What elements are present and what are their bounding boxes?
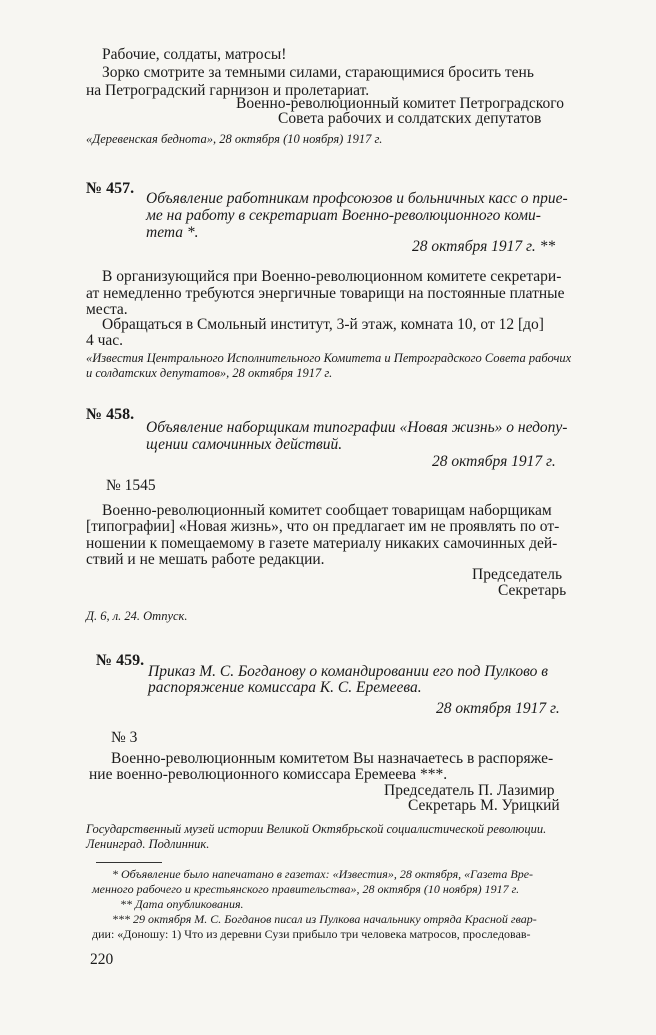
footnote-divider (96, 862, 162, 863)
document-title-line: Объявление работникам профсоюзов и больничных касс о прие- (146, 190, 568, 207)
paragraph-line: ношении к помещаемому в газете материалу никаких самочинных дей- (86, 535, 558, 552)
source-citation: Ленинград. Подлинник. (86, 837, 210, 851)
document-title-line: тета *. (146, 224, 199, 241)
signature-secretary: Секретарь М. Урицкий (408, 797, 560, 814)
document-number: № 458. (86, 406, 135, 423)
footnote-line: * Объявление было напечатано в газетах: «Известия», 28 октября, «Газета Вре- (112, 867, 534, 881)
paragraph-line: ствий и не мешать работе редакции. (86, 551, 325, 568)
paragraph-line: ние военно-революционного комиссара Еремеева ***. (89, 766, 448, 783)
document-title-line: Объявление наборщикам типографии «Новая жизнь» о недопу- (146, 419, 568, 436)
appeal-line-3: на Петроградский гарнизон и пролетариат. (86, 82, 370, 99)
source-citation: «Известия Центрального Исполнительного Комитета и Петроградского Совета рабочих (86, 351, 572, 365)
appeal-line-1: Рабочие, солдаты, матросы! (102, 46, 287, 63)
source-citation: «Деревенская беднота», 28 октября (10 ноября) 1917 г. (86, 132, 383, 146)
page-number: 220 (90, 951, 114, 968)
document-date: 28 октября 1917 г. ** (412, 238, 556, 255)
signature-committee: Военно-революционный комитет Петроградского (236, 95, 564, 112)
source-citation: Государственный музей истории Великой Октябрьской социалистической революции. (86, 822, 547, 836)
signature-soviet: Совета рабочих и солдатских депутатов (278, 110, 542, 127)
outgoing-number: № 3 (111, 729, 138, 746)
paragraph-line: [типографии] «Новая жизнь», что он предлагает им не проявлять по от- (86, 518, 560, 535)
paragraph-line: ат немедленно требуются энергичные товарищи на постоянные платные (86, 285, 565, 302)
paragraph-line: Обращаться в Смольный институт, 3-й этаж, комната 10, от 12 [до] (102, 316, 544, 333)
source-citation: и солдатских депутатов», 28 октября 1917 г. (86, 366, 333, 380)
paragraph-line: Военно-революционным комитетом Вы назначаетесь в распоряже- (111, 750, 554, 767)
footnote-line: *** 29 октября М. С. Богданов писал из Пулкова начальнику отряда Красной гвар- (112, 912, 537, 926)
paragraph-line: В организующийся при Военно-революционном комитете секретари- (102, 268, 562, 285)
source-citation: Д. 6, л. 24. Отпуск. (86, 609, 188, 623)
document-number: № 457. (86, 180, 135, 197)
appeal-line-2: Зорко смотрите за темными силами, старающимися бросить тень (102, 64, 534, 81)
paragraph-line: 4 час. (86, 332, 124, 349)
signature-chair: Председатель (472, 566, 563, 583)
outgoing-number: № 1545 (106, 477, 156, 494)
document-title-line: распоряжение комиссара К. С. Еремеева. (148, 679, 422, 696)
paragraph-line: Военно-революционный комитет сообщает товарищам наборщикам (102, 502, 552, 519)
document-number: № 459. (96, 652, 145, 669)
paragraph-line: места. (86, 301, 128, 318)
signature-chair: Председатель П. Лазимир (384, 782, 555, 799)
document-title-line: щении самочинных действий. (146, 436, 343, 453)
document-date: 28 октября 1917 г. (432, 453, 556, 470)
footnote-line: дии: «Доношу: 1) Что из деревни Сузи прибыло три человека матросов, проследовав- (92, 927, 531, 941)
footnote-line: менного рабочего и крестьянского правительства», 28 октября (10 ноября) 1917 г. (92, 882, 520, 896)
footnote-line: ** Дата опубликования. (120, 897, 244, 911)
signature-secretary: Секретарь (498, 582, 567, 599)
document-date: 28 октября 1917 г. (436, 700, 560, 717)
document-title-line: ме на работу в секретариат Военно-революционного коми- (146, 207, 541, 224)
document-title-line: Приказ М. С. Богданову о командировании его под Пулково в (148, 663, 549, 680)
